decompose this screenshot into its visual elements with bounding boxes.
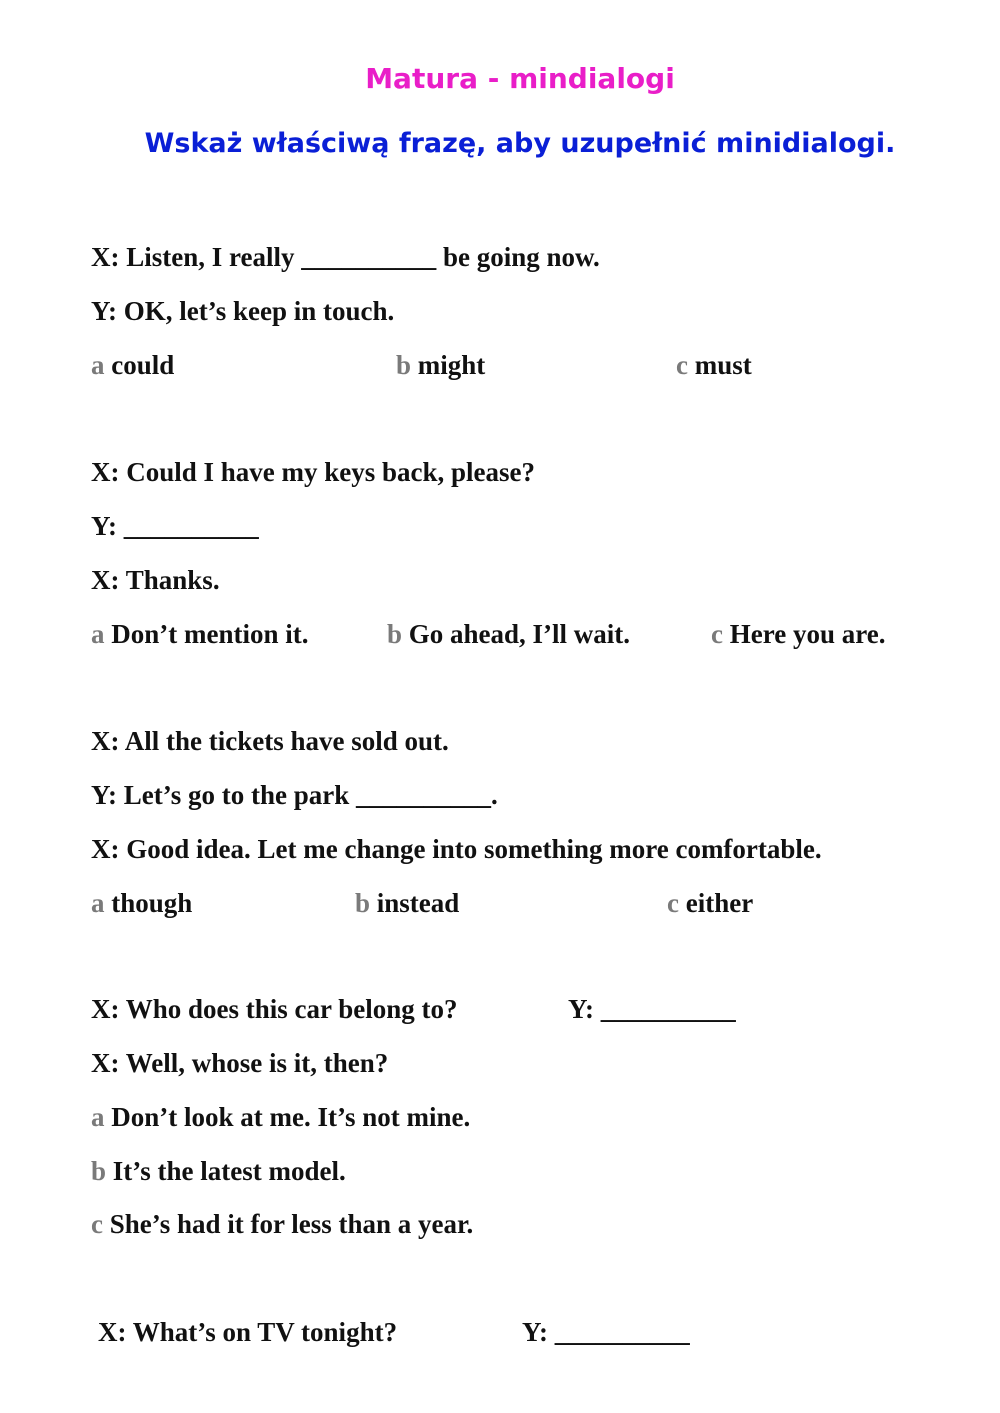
d1-line2: Y: OK, let’s keep in touch. (91, 296, 395, 326)
d1-option-b[interactable]: b might (396, 350, 486, 380)
blank: __________ (554, 1317, 690, 1347)
d4-line1-answer: Y: __________ (568, 994, 736, 1024)
blank: __________ (123, 511, 259, 541)
d5-line1-answer: Y: __________ (522, 1317, 690, 1347)
blank: __________ (356, 780, 491, 810)
d2-line1: X: Could I have my keys back, please? (91, 457, 536, 487)
blank: __________ (301, 242, 437, 272)
d3-line1: X: All the tickets have sold out. (91, 726, 449, 756)
d3-option-a[interactable]: a though (91, 888, 193, 918)
d2-option-a[interactable]: a Don’t mention it. (91, 619, 309, 649)
instruction: Wskaż właściwą frazę, aby uzupełnić minidialogi. (144, 128, 896, 159)
page-title: Matura - mindialogi (365, 62, 675, 95)
d1-option-a[interactable]: a could (91, 350, 175, 380)
d5-line1: X: What’s on TV tonight? (98, 1317, 398, 1347)
d3-line2: Y: Let’s go to the park __________. (91, 780, 498, 810)
d1-line1: X: Listen, I really __________ be going now. (91, 242, 600, 272)
d2-line2: Y: __________ (91, 511, 259, 541)
d3-line3: X: Good idea. Let me change into something more comfortable. (91, 834, 822, 864)
d2-option-b[interactable]: b Go ahead, I’ll wait. (387, 619, 631, 649)
d4-option-c[interactable]: c She’s had it for less than a year. (91, 1209, 474, 1239)
d4-option-a[interactable]: a Don’t look at me. It’s not mine. (91, 1102, 471, 1132)
d2-option-c[interactable]: c Here you are. (711, 619, 886, 649)
d4-option-b[interactable]: b It’s the latest model. (91, 1156, 346, 1186)
blank: __________ (600, 994, 736, 1024)
d3-option-b[interactable]: b instead (355, 888, 460, 918)
d4-line1: X: Who does this car belong to? (91, 994, 458, 1024)
d2-line3: X: Thanks. (91, 565, 220, 595)
d1-option-c[interactable]: c must (676, 350, 752, 380)
d3-option-c[interactable]: c either (667, 888, 754, 918)
d4-line2: X: Well, whose is it, then? (91, 1048, 389, 1078)
